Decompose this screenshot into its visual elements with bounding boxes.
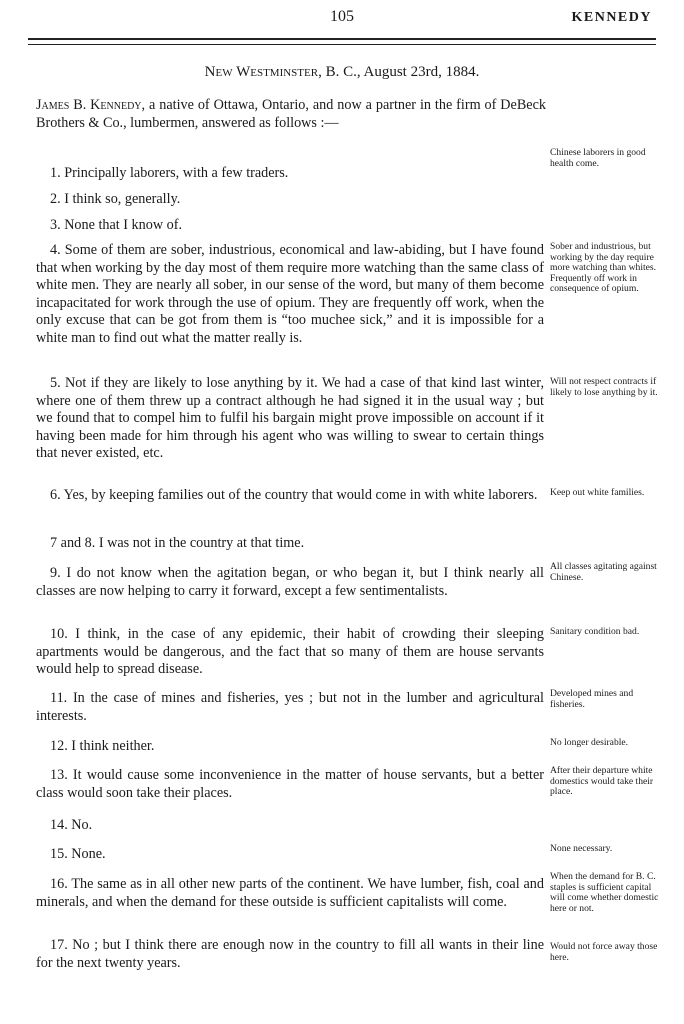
margin-note: All classes agitating against Chinese.	[550, 561, 657, 583]
answer-2: 2. I think so, generally.	[50, 191, 181, 207]
margin-note: When the demand for B. C. staples is sufficient capital will come whether domestic here or not.	[550, 871, 659, 914]
answer-10: 10. I think, in the case of any epidemic, their habit of crowding their sleeping apartments would be dangerous, and the fact that so many of them are house servants would help to spread disease.	[36, 626, 544, 677]
margin-note: Chinese laborers in good health come.	[550, 147, 646, 169]
page-number: 105	[330, 8, 354, 25]
margin-note: Sanitary condition bad.	[550, 626, 640, 637]
answer-11: 11. In the case of mines and fisheries, yes ; but not in the lumber and agricultural interests.	[36, 690, 544, 724]
running-head: KENNEDY	[571, 10, 652, 25]
margin-note: After their departure white domestics would take their place.	[550, 765, 654, 797]
margin-note: None necessary.	[550, 843, 613, 854]
dateline	[0, 64, 684, 81]
answer-7-8: 7 and 8. I was not in the country at that time.	[50, 535, 305, 551]
margin-note: Keep out white families.	[550, 487, 645, 498]
answer-6: 6. Yes, by keeping families out of the country that would come in with white laborers.	[50, 487, 538, 503]
answer-3: 3. None that I know of.	[50, 217, 182, 233]
answer-16: 16. The same as in all other new parts of the continent. We have lumber, fish, coal and minerals, and when the demand for these outside is sufficient capitalists will come.	[36, 876, 544, 910]
answer-9: 9. I do not know when the agitation began, or who began it, but I think nearly all classes are now helping to carry it forward, except a few sentimentalists.	[36, 565, 544, 599]
page-header	[32, 8, 652, 30]
answer-12: 12. I think neither.	[50, 738, 155, 754]
margin-note: Will not respect contracts if likely to lose anything by it.	[550, 376, 658, 398]
answer-13: 13. It would cause some inconvenience in the matter of house servants, but a better class would soon take their places.	[36, 767, 544, 801]
dateline-rest: , B. C., August 23rd, 1884.	[318, 64, 480, 80]
answer-5: 5. Not if they are likely to lose anything by it. We had a case of that kind last winter, where one of them threw up a contract although he had signed it in the usual way ; but we found that to compel him to fulfil his bargain might prove impossible on account if it having been made for him through his agent who was willing to swear to certain things that never existed, etc.	[36, 375, 544, 461]
margin-note: Would not force away those here.	[550, 941, 658, 963]
margin-note: Developed mines and fisheries.	[550, 688, 634, 710]
witness-name: James B. Kennedy	[36, 97, 142, 113]
header-rule-thick	[28, 38, 656, 40]
margin-note: Sober and industrious, but working by the day require more watching than whites. Frequently off work in consequence of opium.	[550, 241, 657, 294]
answer-15: 15. None.	[50, 846, 106, 862]
answer-14: 14. No.	[50, 817, 93, 833]
witness-intro	[36, 96, 546, 132]
margin-note: No longer desirable.	[550, 737, 629, 748]
header-rule-thin	[28, 44, 656, 45]
dateline-place: New Westminster	[204, 64, 319, 80]
answer-17: 17. No ; but I think there are enough now in the country to fill all wants in their line for the next twenty years.	[36, 937, 544, 971]
witness-intro-text: , a native of Ottawa, Ontario, and now a partner in the firm of DeBeck Brothers & Co., lumbermen, answered as follows :—	[36, 97, 546, 131]
answer-1: 1. Principally laborers, with a few traders.	[50, 165, 289, 181]
answer-4: 4. Some of them are sober, industrious, economical and law-abiding, but I have found that when working by the day most of them require more watching than the same class of white men. They are nearly all sober, in our sense of the word, but many of them become incapacitated for work through the use of opium. They are frequently off work, when the only excuse that can be got from them is “too muchee sick,” and it is impossible for a white man to find out what the matter really is.	[36, 242, 544, 346]
